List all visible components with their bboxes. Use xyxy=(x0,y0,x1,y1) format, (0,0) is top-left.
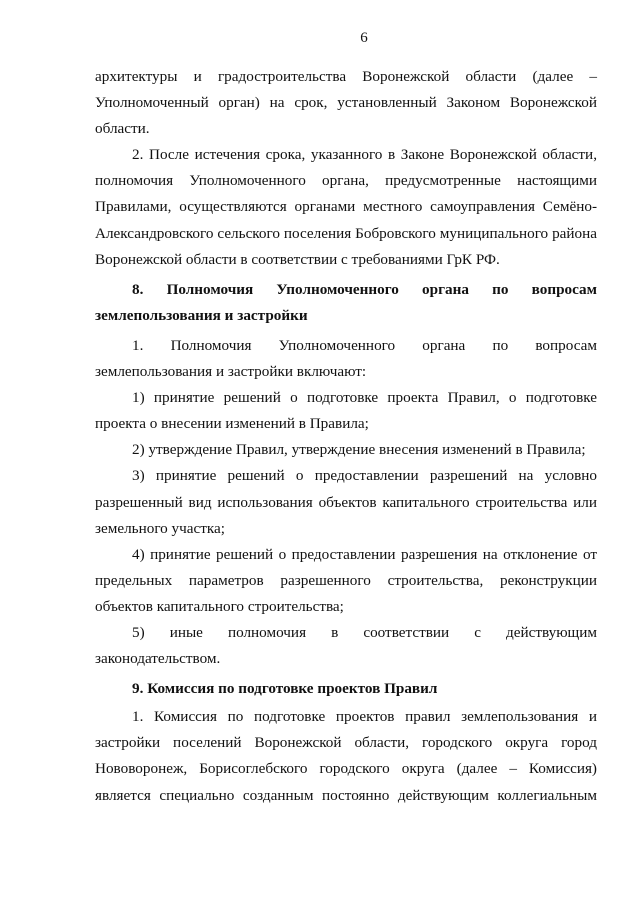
section-9-paragraph-1: 1. Комиссия по подготовке проектов правил землепользования и застройки поселений Воронежской области, городского округа город Нововоронеж, Борисоглебского городского округа (далее – Комиссия) является специально созданным постоянно действующим коллегиальным xyxy=(95,708,597,804)
section-8-heading: 8. Полномочия Уполномоченного органа по вопросам землепользования и застройки xyxy=(95,280,597,324)
page-number: 6 xyxy=(360,30,368,46)
section-8-item-5: 5) иные полномочия в соответствии с действующим законодательством. xyxy=(95,623,597,668)
paragraph-item-2: 2. После истечения срока, указанного в Законе Воронежской области, полномочия Уполномоченного органа, предусмотренные настоящими Правилами, осуществляются органами местного самоуправления Семёно-Александровского сельского поселения Бобровского муниципального района Воронежской области в соответствии с требованиями ГрК РФ. xyxy=(95,146,597,268)
section-8-item-2: 2) утверждение Правил, утверждение внесения изменений в Правила; xyxy=(132,441,586,459)
section-8-item-1: 1) принятие решений о подготовке проекта Правил, о подготовке проекта о внесении изменений в Правила; xyxy=(95,389,597,433)
document-page xyxy=(95,0,597,905)
section-9-heading: 9. Комиссия по подготовке проектов Правил xyxy=(132,680,438,698)
paragraph-continuation: архитектуры и градостроительства Воронежской области (далее – Уполномоченный орган) на срок, установленный Законом Воронежской области. xyxy=(95,68,597,138)
section-8-item-3: 3) принятие решений о предоставлении разрешений на условно разрешенный вид использования объектов капитального строительства или земельного участка; xyxy=(95,467,597,537)
document-body xyxy=(95,64,597,809)
section-8-intro: 1. Полномочия Уполномоченного органа по вопросам землепользования и застройки включают: xyxy=(95,336,597,381)
section-8-item-4: 4) принятие решений о предоставлении разрешения на отклонение от предельных параметров разрешенного строительства, реконструкции объектов капитального строительства; xyxy=(95,545,597,615)
